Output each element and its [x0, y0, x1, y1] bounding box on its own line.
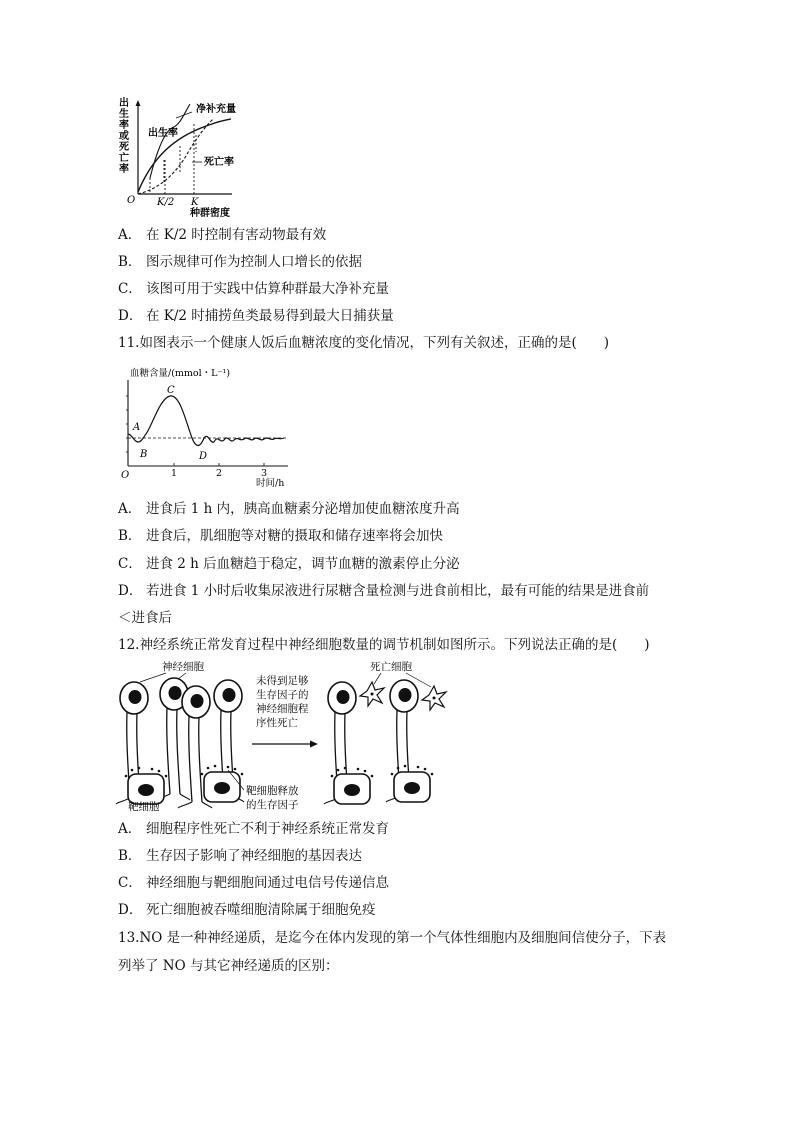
q10-option-d — [118, 307, 394, 325]
arrow-text-line: 未得到足够 — [256, 675, 309, 687]
point-a: A — [133, 422, 141, 433]
y-axis-label: 血糖含量/(mmol・L⁻¹) — [130, 368, 231, 379]
population-growth-figure — [112, 94, 262, 220]
leader-line — [178, 673, 186, 679]
option-text: 该图可用于实践中估算种群最大净补充量 — [146, 281, 389, 297]
leader-line — [176, 112, 192, 118]
option-text: 进食后 1 h 内，胰高血糖素分泌增加使血糖浓度升高 — [146, 501, 460, 517]
q11-stem: 11.如图表示一个健康人饭后血糖浓度的变化情况，下列有关叙述，正确的是( ) — [118, 335, 610, 351]
option-letter: A． — [118, 821, 142, 837]
dead-cell — [360, 682, 384, 706]
label-death: 死亡率 — [204, 157, 234, 168]
option-letter: B． — [118, 848, 142, 864]
leader-line — [374, 673, 381, 684]
arrow-text-line: 神经细胞程 — [256, 703, 309, 715]
q11-option-a — [118, 500, 460, 518]
option-text: 在 K/2 时捕捞鱼类最易得到最大日捕获量 — [146, 308, 394, 324]
blood-glucose-chart — [116, 362, 296, 488]
option-text: 在 K/2 时控制有害动物最有效 — [146, 227, 327, 243]
y-axis-label — [119, 96, 129, 175]
q11-option-b — [118, 527, 443, 545]
y-label-char: 率 — [119, 120, 129, 131]
q10-option-c — [118, 280, 389, 298]
option-letter: C． — [118, 875, 142, 891]
q12-stem: 12.神经系统正常发育过程中神经细胞数量的调节机制如图所示。下列说法正确的是( ) — [118, 637, 650, 653]
q12-option-a — [118, 820, 389, 838]
y-label-char: 率 — [119, 164, 129, 175]
x-tick-label: 2 — [216, 468, 223, 479]
option-text: 进食 2 h 后血糖趋于稳定，调节血糖的激素停止分泌 — [146, 556, 460, 572]
x-tick-label: 1 — [171, 468, 178, 479]
neuron-apoptosis-figure — [116, 658, 466, 816]
label-birth: 出生率 — [148, 128, 178, 139]
label-x: 种群密度 — [190, 208, 230, 219]
label-k: K — [191, 197, 199, 208]
point-b: B — [140, 449, 148, 460]
dead-cell — [422, 686, 446, 710]
q10-option-a — [118, 226, 326, 244]
option-letter: B． — [118, 254, 142, 270]
label-dead: 死亡细胞 — [370, 661, 412, 673]
x-axis-label: 时间/h — [256, 478, 285, 488]
q13-line-1: 13.NO 是一种神经递质，是迄今在体内发现的第一个气体性细胞内及细胞间信使分子，下表 — [118, 930, 667, 946]
option-text: 神经细胞与靶细胞间通过电信号传递信息 — [146, 875, 389, 891]
y-label-char: 生 — [119, 109, 129, 120]
q11-option-d-continued: ＜进食后 — [118, 610, 172, 626]
option-letter: A． — [118, 227, 142, 243]
label-origin: O — [127, 195, 136, 206]
option-letter: B． — [118, 528, 142, 544]
y-label-char: 或 — [119, 131, 129, 142]
q11-option-d — [118, 582, 649, 600]
label-net: 净补充量 — [196, 104, 236, 115]
target-cell — [125, 767, 168, 804]
option-text: 生存因子影响了神经细胞的基因表达 — [146, 848, 362, 864]
arrow-text-line: 序性死亡 — [256, 717, 298, 729]
q11-option-c — [118, 555, 460, 573]
q10-option-b — [118, 253, 362, 271]
option-letter: D． — [118, 583, 143, 599]
leader-line — [140, 673, 166, 682]
label-target: 靶细胞 — [128, 801, 160, 813]
option-letter: C． — [118, 281, 142, 297]
y-label-char: 亡 — [119, 153, 129, 164]
option-text: 细胞程序性死亡不利于神经系统正常发育 — [146, 821, 389, 837]
label-release: 的生存因子 — [246, 799, 299, 811]
target-cell — [391, 765, 434, 802]
y-axis-arrow — [136, 100, 141, 106]
option-letter: D． — [118, 308, 143, 324]
option-letter: C． — [118, 556, 142, 572]
y-label-char: 出 — [119, 98, 129, 109]
arrow-text-line: 生存因子的 — [256, 689, 309, 701]
option-letter: D． — [118, 902, 143, 918]
y-label-char: 死 — [119, 142, 129, 153]
arrow-head — [310, 741, 318, 748]
label-release: 靶细胞释放 — [246, 785, 299, 797]
q12-option-d — [118, 901, 376, 919]
q12-option-c — [118, 874, 389, 892]
label-k2: K/2 — [157, 197, 175, 208]
option-letter: A． — [118, 501, 142, 517]
q13-line-2: 列举了 NO 与其它神经递质的区别： — [118, 958, 339, 974]
x-tick-label: 3 — [261, 468, 268, 479]
option-text: 进食后，肌细胞等对糖的摄取和储存速率将会加快 — [146, 528, 443, 544]
origin-label: O — [121, 470, 130, 481]
point-c: C — [167, 385, 175, 396]
option-text: 死亡细胞被吞噬细胞清除属于细胞免疫 — [146, 902, 376, 918]
label-neuron: 神经细胞 — [162, 661, 204, 673]
target-cell — [331, 767, 374, 804]
option-text: 若进食 1 小时后收集尿液进行尿糖含量检测与进食前相比，最有可能的结果是进食前 — [146, 583, 650, 599]
option-text: 图示规律可作为控制人口增长的依据 — [146, 254, 362, 270]
q12-option-b — [118, 847, 362, 865]
point-d: D — [199, 451, 208, 462]
